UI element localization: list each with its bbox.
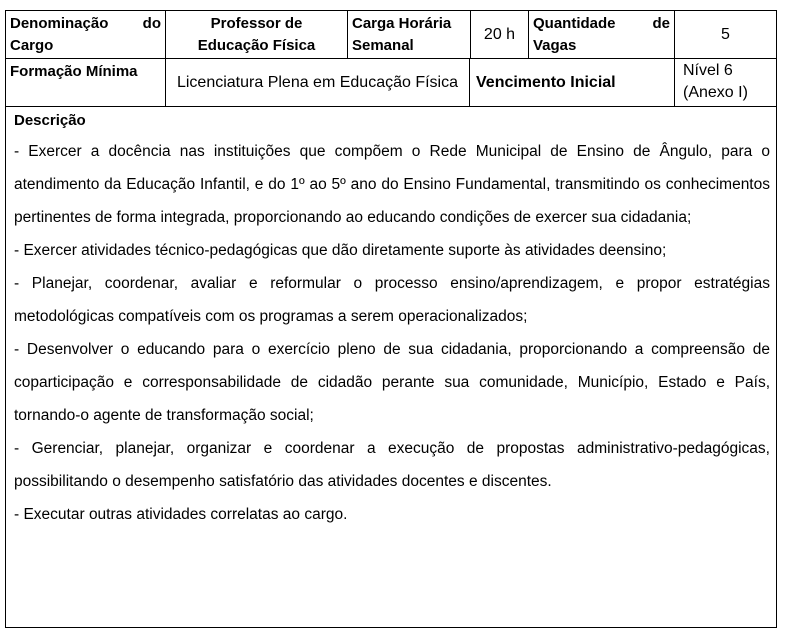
formacao-label-cell — [5, 58, 166, 107]
denominacao-value-cell — [165, 10, 348, 59]
formacao-value-cell — [165, 58, 470, 107]
carga-label: Carga Horária Semanal — [352, 14, 452, 54]
description-item: - Executar outras atividades correlatas ao cargo. — [14, 506, 348, 523]
carga-label-cell — [347, 10, 471, 59]
vagas-label: Quantidade de Vagas — [533, 15, 670, 54]
denominacao-value: Professor de Educação Física — [197, 14, 316, 54]
description-item: - Exercer a docência nas instituições que compõem o Rede Municipal de Ensino de Ângulo, para o atendimento da Educação Infantil, e do 1º ao 5º ano do Ensino Fundamental, transmitindo os conhecimentos pertinentes de forma integrada, proporcionando ao educando condições de exercer sua cidadania; — [14, 143, 770, 226]
formacao-value: Licenciatura Plena em Educação Física — [176, 73, 459, 91]
description-item: - Desenvolver o educando para o exercício pleno de sua cidadania, proporcionando a compreensão de coparticipação e corresponsabilidade de cidadão perante sua comunidade, Município, Estado e País, tornando-o agente de transformação social; — [14, 341, 770, 424]
denominacao-label: Denominação do Cargo — [10, 15, 161, 54]
carga-value: 20 h — [483, 25, 516, 43]
description-item: - Planejar, coordenar, avaliar e reformular o processo ensino/aprendizagem, e propor estratégias metodológicas compatíveis com os programas a serem operacionalizados; — [14, 275, 770, 325]
description-title: Descrição — [14, 112, 86, 129]
carga-value-cell — [470, 10, 529, 59]
description-item: - Exercer atividades técnico-pedagógicas que dão diretamente suporte às atividades deensino; — [14, 242, 667, 259]
vagas-value-cell — [674, 10, 777, 59]
vencimento-value-cell — [674, 58, 777, 107]
vagas-label-cell — [528, 10, 675, 59]
vencimento-value-line2: (Anexo I) — [683, 84, 748, 101]
denominacao-label-cell — [5, 10, 166, 59]
vencimento-label-cell — [469, 58, 675, 107]
vencimento-label: Vencimento Inicial — [476, 73, 616, 91]
vencimento-value-line1: Nível 6 — [683, 62, 733, 79]
vagas-value: 5 — [721, 25, 730, 43]
description-item: - Gerenciar, planejar, organizar e coordenar a execução de propostas administrativo-pedagógicas, possibilitando o desempenho satisfatório das atividades docentes e discentes. — [14, 440, 770, 490]
description-section — [5, 106, 777, 628]
formacao-label: Formação Mínima — [10, 63, 138, 80]
